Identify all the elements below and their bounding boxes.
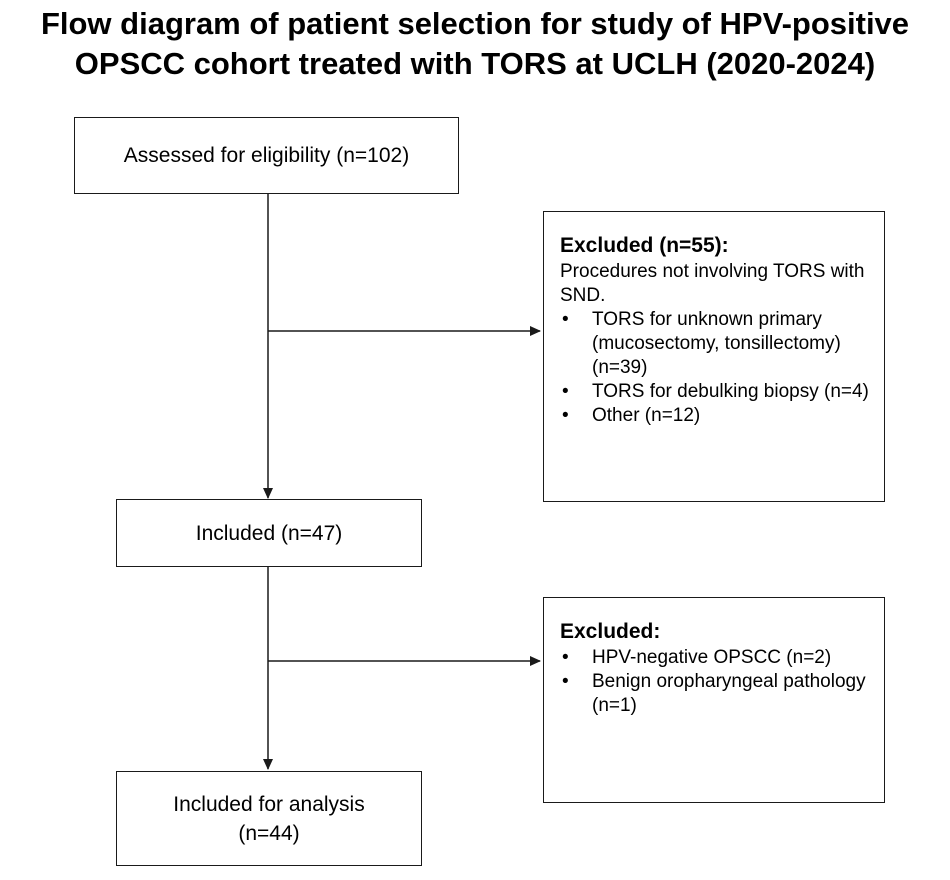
title-line-2: OPSCC cohort treated with TORS at UCLH (2020-2024) [74, 46, 876, 81]
bullet-icon: • [562, 671, 569, 692]
bullet-icon: • [562, 309, 569, 330]
list-item-text: TORS for debulking biopsy (n=4) [592, 381, 869, 402]
included-analysis-line-1: Included for analysis [173, 792, 365, 816]
exclusion-1-description: Procedures not involving TORS with SND. [560, 261, 865, 306]
bullet-icon: • [562, 405, 569, 426]
list-item [560, 404, 872, 428]
list-item [560, 380, 872, 404]
assessed-label: Assessed for eligibility (n=102) [123, 144, 410, 167]
list-item [560, 308, 872, 380]
exclusion-1-list [560, 308, 872, 428]
exclusion-box-1 [543, 211, 885, 502]
included-analysis-line-2: (n=44) [238, 821, 300, 845]
exclusion-2-list [560, 646, 872, 718]
title-line-1: Flow diagram of patient selection for study of HPV-positive [40, 6, 910, 41]
bullet-icon: • [562, 381, 569, 402]
list-item-text: HPV-negative OPSCC (n=2) [592, 647, 832, 668]
exclusion-2-heading: Excluded: [560, 620, 661, 643]
included-label: Included (n=47) [195, 521, 343, 545]
list-item [560, 670, 872, 718]
list-item-text: Other (n=12) [592, 405, 701, 426]
included-analysis-label [173, 790, 364, 848]
list-item-text: TORS for unknown primary (mucosectomy, tonsillectomy) (n=39) [592, 309, 841, 378]
list-item [560, 646, 872, 670]
list-item-text: Benign oropharyngeal pathology (n=1) [592, 671, 866, 716]
bullet-icon: • [562, 647, 569, 668]
exclusion-1-heading: Excluded (n=55): [560, 234, 729, 257]
assessed-box [74, 117, 459, 194]
exclusion-box-2 [543, 597, 885, 803]
included-analysis-box [116, 771, 422, 866]
included-box [116, 499, 422, 567]
